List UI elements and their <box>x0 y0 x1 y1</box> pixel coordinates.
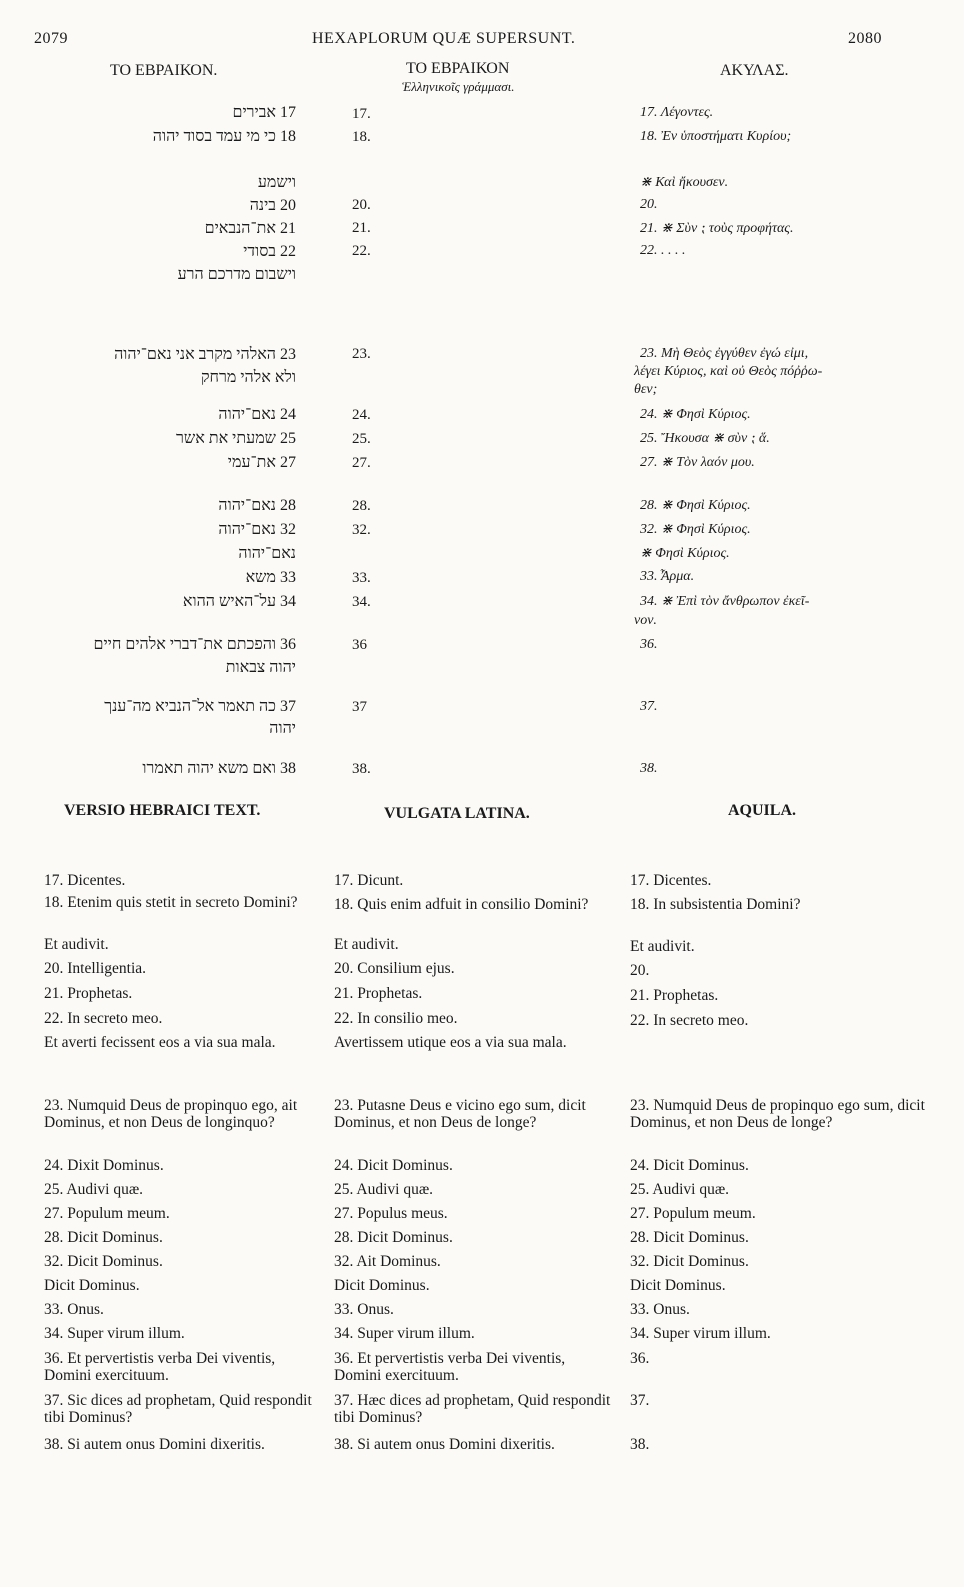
hebrew-line: 23 האלהי מקרב אני נאם־יהוה <box>114 346 296 363</box>
aquila-latin-entry: 28. Dicit Dominus. <box>630 1229 749 1246</box>
aquila-latin-entry: 21. Prophetas. <box>630 987 719 1004</box>
hebrew-line: 20 בינה <box>249 197 296 214</box>
aquila-latin-entry: 27. Populum meum. <box>630 1205 756 1222</box>
aquila-greek-line: 23. Μὴ Θεὸς ἐγγύθεν ἐγώ εἰμι, <box>640 346 809 361</box>
versio-entry: 22. In secreto meo. <box>44 1010 163 1027</box>
hebrew-line: 33 משא <box>245 569 296 586</box>
vulgata-entry: 18. Quis enim adfuit in consilio Domini? <box>334 896 589 913</box>
aquila-greek-line: 20. <box>640 197 658 212</box>
vulgata-entry: 17. Dicunt. <box>334 872 404 889</box>
transliteration-number: 23. <box>352 346 371 362</box>
aquila-latin-entry: 18. In subsistentia Domini? <box>630 896 801 913</box>
vulgata-entry: Dicit Dominus. <box>334 1277 430 1294</box>
hebrew-line: נאם־יהוה <box>238 545 296 562</box>
versio-entry: 21. Prophetas. <box>44 985 133 1002</box>
aquila-greek-line: 25. Ἤκουσα ⋇ σὺν ⁏ ἅ. <box>640 431 770 446</box>
vulgata-entry: 32. Ait Dominus. <box>334 1253 441 1270</box>
hebrew-line: 28 נאם־יהוה <box>218 497 296 514</box>
versio-entry: 37. Sic dices ad prophetam, Quid respondit tibi Dominus? <box>44 1392 312 1426</box>
hebrew-line: 34 על־האיש ההוא <box>182 593 296 610</box>
aquila-latin-entry: 22. In secreto meo. <box>630 1012 749 1029</box>
hebrew-line: וישמע <box>257 174 296 191</box>
aquila-greek-line: 21. ⋇ Σὺν ⁏ τοὺς προφήτας. <box>640 221 794 236</box>
hebrew-column-header: ΤΟ ΕΒΡΑΙΚΟΝ. <box>110 62 218 79</box>
transliteration-number: 18. <box>352 129 371 145</box>
vulgata-entry: 23. Putasne Deus e vicino ego sum, dicit Dominus, et non Deus de longe? <box>334 1097 586 1131</box>
transliteration-number: 22. <box>352 243 371 259</box>
hebrew-line: 38 ואם משא יהוה תאמרו <box>142 760 296 777</box>
page-number-left: 2079 <box>34 30 68 47</box>
transliteration-number: 17. <box>352 106 371 122</box>
hebrew-line: 18 כי מי עמד בסוד יהוה <box>152 128 296 145</box>
vulgata-entry: 36. Et pervertistis verba Dei viventis, Domini exercituum. <box>334 1350 566 1384</box>
hebrew-line: 32 נאם־יהוה <box>218 521 296 538</box>
aquila-latin-entry: 38. <box>630 1436 650 1453</box>
transliteration-number: 36 <box>352 637 367 653</box>
aquila-greek-line: 24. ⋇ Φησὶ Κύριος. <box>640 407 751 422</box>
transliteration-number: 25. <box>352 431 371 447</box>
aquila-greek-line: 34. ⋇ Ἐπὶ τὸν ἄνθρωπον ἐκεῖ- <box>640 594 810 609</box>
versio-entry: Et audivit. <box>44 936 109 953</box>
aquila-greek-line: 32. ⋇ Φησὶ Κύριος. <box>640 522 751 537</box>
hebrew-line: וישבום מדרכם הרע <box>177 266 296 283</box>
aquila-latin-entry: 20. <box>630 962 650 979</box>
aquila-latin-column-header: AQUILA. <box>728 802 797 819</box>
aquila-greek-line: 28. ⋇ Φησὶ Κύριος. <box>640 498 751 513</box>
hebrew-line: 37 כה תאמר אל־הנביא מה־ענך <box>104 698 296 715</box>
aquila-latin-entry: 25. Audivi quæ. <box>630 1181 730 1198</box>
versio-entry: 23. Numquid Deus de propinquo ego, ait Dominus, et non Deus de longinquo? <box>44 1097 298 1131</box>
aquila-greek-line: 17. Λέγοντες. <box>640 105 714 120</box>
hebrew-line: 22 בסודי <box>243 243 296 260</box>
aquila-greek-line: θεν; <box>634 382 658 397</box>
vulgata-column-header: VULGATA LATINA. <box>384 805 530 822</box>
aquila-latin-entry: 36. <box>630 1350 650 1367</box>
aquila-latin-entry: 17. Dicentes. <box>630 872 712 889</box>
versio-entry: 36. Et pervertistis verba Dei viventis, Domini exercituum. <box>44 1350 276 1384</box>
aquila-greek-line: 27. ⋇ Τὸν λαόν μου. <box>640 455 755 470</box>
vulgata-entry: 28. Dicit Dominus. <box>334 1229 453 1246</box>
aquila-latin-entry: 23. Numquid Deus de propinquo ego sum, dicit Dominus, et non Deus de longe? <box>630 1097 925 1131</box>
transliteration-number: 27. <box>352 455 371 471</box>
aquila-latin-entry: 37. <box>630 1392 650 1409</box>
versio-entry: 34. Super virum illum. <box>44 1325 185 1342</box>
hebrew-line: ולא אלהי מרחק <box>200 369 296 386</box>
vulgata-entry: 20. Consilium ejus. <box>334 960 455 977</box>
transliteration-number: 38. <box>352 761 371 777</box>
versio-entry: 20. Intelligentia. <box>44 960 147 977</box>
aquila-latin-entry: Et audivit. <box>630 938 695 955</box>
vulgata-entry: 22. In consilio meo. <box>334 1010 458 1027</box>
transliteration-number: 28. <box>352 498 371 514</box>
hebrew-line: יהוה צבאות <box>225 659 296 676</box>
vulgata-entry: 24. Dicit Dominus. <box>334 1157 453 1174</box>
hebrew-line: 36 והפכתם את־דברי אלהים חיים <box>93 636 296 653</box>
hebrew-line: 21 את־הנבאים <box>204 220 296 237</box>
transliteration-column-header: ΤΟ ΕΒΡΑΙΚΟΝ <box>406 60 510 77</box>
hebrew-line: 27 את־עמי <box>227 454 296 471</box>
aquila-greek-line: ⋇ Καὶ ἤκουσεν. <box>640 175 729 190</box>
transliteration-number: 37 <box>352 699 367 715</box>
aquila-latin-entry: Dicit Dominus. <box>630 1277 726 1294</box>
versio-entry: 17. Dicentes. <box>44 872 126 889</box>
hebrew-line: 17 אבירים <box>232 104 296 121</box>
hebrew-line: 24 נאם־יהוה <box>218 406 296 423</box>
aquila-greek-line: 22. . . . . <box>640 243 686 258</box>
transliteration-number: 24. <box>352 407 371 423</box>
vulgata-entry: Et audivit. <box>334 936 399 953</box>
versio-entry: 24. Dixit Dominus. <box>44 1157 164 1174</box>
aquila-latin-entry: 34. Super virum illum. <box>630 1325 771 1342</box>
vulgata-entry: 27. Populus meus. <box>334 1205 448 1222</box>
aquila-latin-entry: 33. Onus. <box>630 1301 690 1318</box>
aquila-greek-line: 37. <box>640 699 658 714</box>
aquila-greek-line: λέγει Κύριος, καὶ οὐ Θεὸς πόῤῥω- <box>634 364 823 379</box>
versio-entry: Et averti fecissent eos a via sua mala. <box>44 1034 276 1051</box>
vulgata-entry: 34. Super virum illum. <box>334 1325 475 1342</box>
vulgata-entry: 37. Hæc dices ad prophetam, Quid respondit tibi Dominus? <box>334 1392 611 1426</box>
transliteration-number: 20. <box>352 197 371 213</box>
aquila-latin-entry: 24. Dicit Dominus. <box>630 1157 749 1174</box>
aquila-greek-line: 18. Ἐν ὑποστήματι Κυρίου; <box>640 129 792 144</box>
vulgata-entry: 33. Onus. <box>334 1301 394 1318</box>
versio-entry: 27. Populum meum. <box>44 1205 170 1222</box>
versio-column-header: VERSIO HEBRAICI TEXT. <box>64 802 261 819</box>
transliteration-number: 34. <box>352 594 371 610</box>
versio-entry: 38. Si autem onus Domini dixeritis. <box>44 1436 265 1453</box>
hebrew-line: 25 שמעתי את אשר <box>176 430 296 447</box>
vulgata-entry: 21. Prophetas. <box>334 985 423 1002</box>
aquila-greek-line: ⋇ Φησὶ Κύριος. <box>640 546 730 561</box>
aquila-greek-line: 38. <box>640 761 658 776</box>
versio-entry: Dicit Dominus. <box>44 1277 140 1294</box>
versio-entry: 33. Onus. <box>44 1301 104 1318</box>
aquila-greek-column-header: ΑΚΥΛΑΣ. <box>720 62 789 79</box>
aquila-greek-line: 36. <box>640 637 658 652</box>
versio-entry: 28. Dicit Dominus. <box>44 1229 163 1246</box>
transliteration-number: 32. <box>352 522 371 538</box>
versio-entry: 32. Dicit Dominus. <box>44 1253 163 1270</box>
hebrew-line: יהוה <box>269 720 296 737</box>
transliteration-number: 33. <box>352 570 371 586</box>
page-number-right: 2080 <box>848 30 882 47</box>
vulgata-entry: 38. Si autem onus Domini dixeritis. <box>334 1436 555 1453</box>
aquila-latin-entry: 32. Dicit Dominus. <box>630 1253 749 1270</box>
aquila-greek-line: 33. Ἆρμα. <box>640 569 695 584</box>
vulgata-entry: 25. Audivi quæ. <box>334 1181 434 1198</box>
transliteration-column-subheader: Ἑλληνικοῖς γράμμασι. <box>402 79 515 94</box>
vulgata-entry: Avertissem utique eos a via sua mala. <box>334 1034 567 1051</box>
aquila-greek-line: νον. <box>634 613 657 628</box>
versio-entry: 18. Etenim quis stetit in secreto Domini? <box>44 894 298 911</box>
transliteration-number: 21. <box>352 220 371 236</box>
versio-entry: 25. Audivi quæ. <box>44 1181 144 1198</box>
running-title: HEXAPLORUM QUÆ SUPERSUNT. <box>312 30 576 47</box>
